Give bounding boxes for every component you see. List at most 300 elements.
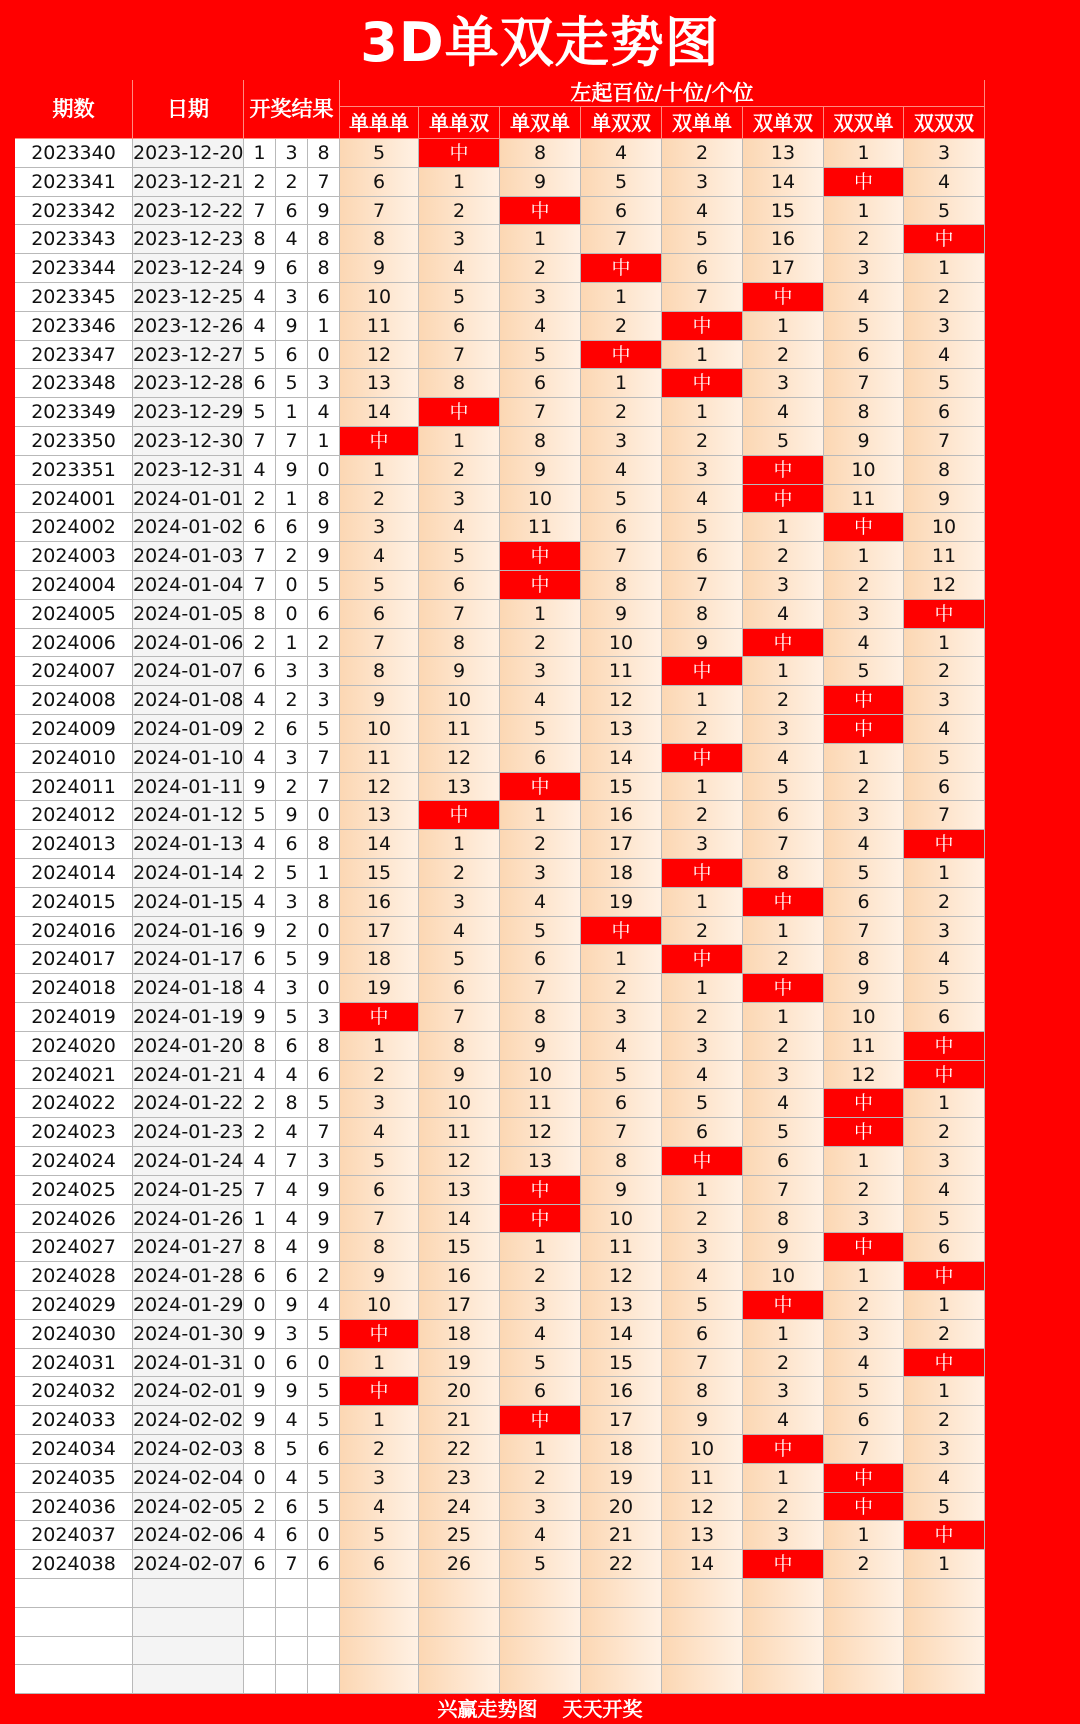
date-cell: 2024-01-06 bbox=[133, 629, 244, 658]
result-digit-cell: 5 bbox=[308, 1493, 340, 1522]
result-digit-cell: 6 bbox=[276, 1349, 308, 1378]
hit-marker-cell: 中 bbox=[500, 197, 581, 226]
omission-count-cell: 6 bbox=[340, 1550, 419, 1579]
omission-count-cell: 4 bbox=[419, 917, 500, 946]
omission-count-cell: 3 bbox=[904, 1435, 985, 1464]
omission-count-cell: 17 bbox=[581, 1406, 662, 1435]
hit-marker-cell: 中 bbox=[662, 1147, 743, 1176]
omission-count-cell bbox=[419, 1579, 500, 1608]
omission-count-cell: 1 bbox=[500, 600, 581, 629]
result-digit-cell: 8 bbox=[308, 888, 340, 917]
result-digit-cell: 9 bbox=[308, 1205, 340, 1234]
result-digit-cell: 9 bbox=[244, 1003, 276, 1032]
date-cell: 2023-12-25 bbox=[133, 283, 244, 312]
omission-count-cell: 11 bbox=[824, 485, 904, 514]
omission-count-cell: 1 bbox=[743, 917, 824, 946]
omission-count-cell: 4 bbox=[904, 341, 985, 370]
omission-count-cell: 1 bbox=[500, 1233, 581, 1262]
omission-count-cell: 3 bbox=[662, 1032, 743, 1061]
omission-count-cell: 1 bbox=[662, 974, 743, 1003]
omission-count-cell: 16 bbox=[581, 1377, 662, 1406]
result-digit-cell: 4 bbox=[244, 1061, 276, 1090]
result-digit-cell: 4 bbox=[276, 1176, 308, 1205]
period-cell: 2024015 bbox=[15, 888, 133, 917]
hit-marker-cell: 中 bbox=[743, 888, 824, 917]
omission-count-cell: 15 bbox=[419, 1233, 500, 1262]
date-cell: 2024-01-23 bbox=[133, 1118, 244, 1147]
result-digit-cell: 6 bbox=[276, 1262, 308, 1291]
date-cell: 2024-02-04 bbox=[133, 1464, 244, 1493]
result-digit-cell: 4 bbox=[276, 1233, 308, 1262]
result-digit-cell: 3 bbox=[308, 657, 340, 686]
omission-count-cell: 5 bbox=[340, 139, 419, 168]
period-cell: 2023350 bbox=[15, 427, 133, 456]
result-digit-cell: 8 bbox=[308, 139, 340, 168]
omission-count-cell: 2 bbox=[340, 1435, 419, 1464]
result-digit-cell: 7 bbox=[244, 571, 276, 600]
omission-count-cell: 6 bbox=[419, 974, 500, 1003]
hit-marker-cell: 中 bbox=[904, 830, 985, 859]
result-digit-cell: 9 bbox=[244, 1320, 276, 1349]
omission-count-cell: 13 bbox=[500, 1147, 581, 1176]
omission-count-cell: 13 bbox=[581, 1291, 662, 1320]
result-digit-cell bbox=[244, 1665, 276, 1694]
result-digit-cell: 4 bbox=[244, 1147, 276, 1176]
result-digit-cell: 3 bbox=[276, 139, 308, 168]
omission-count-cell: 9 bbox=[340, 686, 419, 715]
result-digit-cell: 9 bbox=[308, 542, 340, 571]
result-digit-cell: 0 bbox=[244, 1464, 276, 1493]
result-digit-cell: 7 bbox=[308, 773, 340, 802]
period-cell: 2024014 bbox=[15, 859, 133, 888]
omission-count-cell: 9 bbox=[824, 427, 904, 456]
result-digit-cell: 3 bbox=[276, 974, 308, 1003]
omission-count-cell: 19 bbox=[340, 974, 419, 1003]
result-digit-cell: 4 bbox=[276, 1406, 308, 1435]
omission-count-cell: 3 bbox=[904, 139, 985, 168]
omission-count-cell: 8 bbox=[419, 369, 500, 398]
result-digit-cell: 6 bbox=[244, 945, 276, 974]
omission-count-cell: 3 bbox=[419, 225, 500, 254]
result-digit-cell: 6 bbox=[276, 1493, 308, 1522]
result-digit-cell: 1 bbox=[308, 859, 340, 888]
period-cell: 2024032 bbox=[15, 1377, 133, 1406]
omission-count-cell: 1 bbox=[500, 1435, 581, 1464]
omission-count-cell: 3 bbox=[824, 801, 904, 830]
omission-count-cell: 7 bbox=[500, 974, 581, 1003]
omission-count-cell: 5 bbox=[904, 744, 985, 773]
result-digit-cell: 3 bbox=[276, 1320, 308, 1349]
omission-count-cell: 8 bbox=[500, 1003, 581, 1032]
omission-count-cell: 1 bbox=[743, 1464, 824, 1493]
omission-count-cell: 15 bbox=[743, 197, 824, 226]
period-cell: 2024006 bbox=[15, 629, 133, 658]
hit-marker-cell: 中 bbox=[824, 168, 904, 197]
hit-marker-cell: 中 bbox=[904, 1349, 985, 1378]
result-digit-cell: 7 bbox=[276, 1550, 308, 1579]
omission-count-cell: 15 bbox=[340, 859, 419, 888]
omission-count-cell: 3 bbox=[581, 427, 662, 456]
header-position-group: 左起百位/十位/个位 bbox=[340, 80, 985, 107]
result-digit-cell: 6 bbox=[244, 657, 276, 686]
omission-count-cell: 6 bbox=[904, 1233, 985, 1262]
omission-count-cell: 2 bbox=[581, 398, 662, 427]
period-cell: 2024018 bbox=[15, 974, 133, 1003]
result-digit-cell: 1 bbox=[276, 629, 308, 658]
date-cell: 2024-01-13 bbox=[133, 830, 244, 859]
omission-count-cell: 3 bbox=[743, 1061, 824, 1090]
result-digit-cell: 9 bbox=[244, 917, 276, 946]
omission-count-cell: 1 bbox=[824, 744, 904, 773]
date-cell: 2024-01-25 bbox=[133, 1176, 244, 1205]
result-digit-cell: 9 bbox=[308, 945, 340, 974]
date-cell: 2024-01-27 bbox=[133, 1233, 244, 1262]
period-cell: 2024038 bbox=[15, 1550, 133, 1579]
hit-marker-cell: 中 bbox=[824, 1233, 904, 1262]
omission-count-cell: 10 bbox=[904, 513, 985, 542]
omission-count-cell: 7 bbox=[743, 1176, 824, 1205]
date-cell: 2023-12-24 bbox=[133, 254, 244, 283]
hit-marker-cell: 中 bbox=[500, 1176, 581, 1205]
omission-count-cell: 4 bbox=[500, 1320, 581, 1349]
omission-count-cell: 1 bbox=[419, 830, 500, 859]
result-digit-cell: 5 bbox=[308, 1089, 340, 1118]
omission-count-cell: 1 bbox=[581, 283, 662, 312]
period-cell: 2024010 bbox=[15, 744, 133, 773]
omission-count-cell: 2 bbox=[743, 1349, 824, 1378]
period-cell: 2023344 bbox=[15, 254, 133, 283]
hit-marker-cell: 中 bbox=[581, 341, 662, 370]
omission-count-cell: 4 bbox=[662, 485, 743, 514]
omission-count-cell bbox=[743, 1608, 824, 1637]
hit-marker-cell: 中 bbox=[743, 1550, 824, 1579]
omission-count-cell: 3 bbox=[824, 600, 904, 629]
result-digit-cell: 2 bbox=[244, 629, 276, 658]
result-digit-cell bbox=[276, 1665, 308, 1694]
omission-count-cell: 11 bbox=[419, 715, 500, 744]
result-digit-cell: 3 bbox=[276, 283, 308, 312]
omission-count-cell bbox=[500, 1579, 581, 1608]
omission-count-cell: 8 bbox=[824, 945, 904, 974]
omission-count-cell: 10 bbox=[419, 1089, 500, 1118]
omission-count-cell bbox=[340, 1608, 419, 1637]
date-cell: 2024-02-03 bbox=[133, 1435, 244, 1464]
omission-count-cell bbox=[662, 1579, 743, 1608]
result-digit-cell: 7 bbox=[308, 744, 340, 773]
date-cell: 2023-12-29 bbox=[133, 398, 244, 427]
omission-count-cell: 2 bbox=[662, 801, 743, 830]
result-digit-cell: 2 bbox=[244, 1493, 276, 1522]
omission-count-cell: 3 bbox=[824, 254, 904, 283]
omission-count-cell bbox=[824, 1608, 904, 1637]
result-digit-cell: 6 bbox=[308, 600, 340, 629]
result-digit-cell: 4 bbox=[308, 1291, 340, 1320]
omission-count-cell: 3 bbox=[340, 1089, 419, 1118]
omission-count-cell: 19 bbox=[581, 888, 662, 917]
hit-marker-cell: 中 bbox=[662, 744, 743, 773]
omission-count-cell: 6 bbox=[824, 888, 904, 917]
omission-count-cell: 13 bbox=[419, 1176, 500, 1205]
omission-count-cell: 2 bbox=[904, 888, 985, 917]
result-digit-cell: 8 bbox=[308, 1032, 340, 1061]
date-cell: 2024-01-22 bbox=[133, 1089, 244, 1118]
omission-count-cell: 4 bbox=[824, 1349, 904, 1378]
omission-count-cell: 9 bbox=[500, 168, 581, 197]
omission-count-cell: 5 bbox=[500, 1349, 581, 1378]
result-digit-cell: 4 bbox=[244, 974, 276, 1003]
omission-count-cell: 2 bbox=[824, 773, 904, 802]
result-digit-cell: 5 bbox=[308, 1377, 340, 1406]
omission-count-cell: 6 bbox=[743, 1147, 824, 1176]
result-digit-cell: 9 bbox=[276, 801, 308, 830]
omission-count-cell: 5 bbox=[662, 513, 743, 542]
result-digit-cell: 8 bbox=[308, 485, 340, 514]
omission-count-cell: 13 bbox=[581, 715, 662, 744]
result-digit-cell: 1 bbox=[244, 1205, 276, 1234]
omission-count-cell: 9 bbox=[340, 254, 419, 283]
hit-marker-cell: 中 bbox=[500, 773, 581, 802]
omission-count-cell: 2 bbox=[500, 629, 581, 658]
result-digit-cell: 0 bbox=[276, 600, 308, 629]
omission-count-cell: 2 bbox=[419, 197, 500, 226]
omission-count-cell: 9 bbox=[662, 629, 743, 658]
omission-count-cell: 11 bbox=[500, 513, 581, 542]
date-cell: 2024-01-08 bbox=[133, 686, 244, 715]
result-digit-cell bbox=[308, 1637, 340, 1666]
omission-count-cell: 5 bbox=[904, 197, 985, 226]
omission-count-cell: 9 bbox=[824, 974, 904, 1003]
hit-marker-cell: 中 bbox=[419, 801, 500, 830]
omission-count-cell: 8 bbox=[743, 859, 824, 888]
omission-count-cell: 11 bbox=[581, 657, 662, 686]
date-cell: 2024-01-24 bbox=[133, 1147, 244, 1176]
hit-marker-cell: 中 bbox=[904, 600, 985, 629]
omission-count-cell: 1 bbox=[662, 773, 743, 802]
result-digit-cell: 7 bbox=[244, 197, 276, 226]
omission-count-cell: 20 bbox=[581, 1493, 662, 1522]
omission-count-cell: 4 bbox=[662, 197, 743, 226]
date-cell: 2024-01-10 bbox=[133, 744, 244, 773]
omission-count-cell: 13 bbox=[340, 801, 419, 830]
omission-count-cell: 1 bbox=[340, 1032, 419, 1061]
omission-count-cell: 4 bbox=[581, 1032, 662, 1061]
omission-count-cell: 12 bbox=[581, 686, 662, 715]
omission-count-cell: 5 bbox=[500, 715, 581, 744]
omission-count-cell bbox=[340, 1665, 419, 1694]
result-digit-cell: 4 bbox=[244, 744, 276, 773]
result-digit-cell: 6 bbox=[276, 341, 308, 370]
omission-count-cell: 6 bbox=[824, 1406, 904, 1435]
omission-count-cell: 8 bbox=[824, 398, 904, 427]
result-digit-cell: 6 bbox=[308, 1061, 340, 1090]
omission-count-cell: 5 bbox=[581, 168, 662, 197]
omission-count-cell: 6 bbox=[904, 773, 985, 802]
result-digit-cell: 6 bbox=[244, 1262, 276, 1291]
omission-count-cell: 1 bbox=[419, 168, 500, 197]
result-digit-cell: 8 bbox=[308, 254, 340, 283]
omission-count-cell: 5 bbox=[824, 1377, 904, 1406]
omission-count-cell: 4 bbox=[743, 1406, 824, 1435]
omission-count-cell: 10 bbox=[824, 1003, 904, 1032]
result-digit-cell: 7 bbox=[244, 1176, 276, 1205]
omission-count-cell: 16 bbox=[581, 801, 662, 830]
result-digit-cell: 8 bbox=[244, 1032, 276, 1061]
result-digit-cell: 7 bbox=[244, 542, 276, 571]
omission-count-cell bbox=[419, 1665, 500, 1694]
result-digit-cell: 8 bbox=[244, 1435, 276, 1464]
result-digit-cell: 2 bbox=[244, 1118, 276, 1147]
omission-count-cell: 5 bbox=[904, 1493, 985, 1522]
omission-count-cell: 23 bbox=[419, 1464, 500, 1493]
date-cell: 2024-01-30 bbox=[133, 1320, 244, 1349]
omission-count-cell: 4 bbox=[743, 600, 824, 629]
omission-count-cell: 2 bbox=[743, 1032, 824, 1061]
omission-count-cell: 6 bbox=[340, 600, 419, 629]
omission-count-cell: 2 bbox=[581, 974, 662, 1003]
omission-count-cell: 1 bbox=[662, 888, 743, 917]
omission-count-cell: 7 bbox=[340, 197, 419, 226]
result-digit-cell: 8 bbox=[276, 1089, 308, 1118]
omission-count-cell: 4 bbox=[581, 139, 662, 168]
omission-count-cell: 14 bbox=[581, 744, 662, 773]
result-digit-cell: 5 bbox=[308, 1464, 340, 1493]
period-cell: 2024031 bbox=[15, 1349, 133, 1378]
omission-count-cell: 4 bbox=[581, 456, 662, 485]
omission-count-cell: 6 bbox=[904, 398, 985, 427]
hit-marker-cell: 中 bbox=[662, 945, 743, 974]
omission-count-cell: 7 bbox=[419, 600, 500, 629]
result-digit-cell: 4 bbox=[244, 830, 276, 859]
omission-count-cell: 10 bbox=[340, 1291, 419, 1320]
omission-count-cell: 7 bbox=[500, 398, 581, 427]
result-digit-cell: 2 bbox=[276, 686, 308, 715]
omission-count-cell: 1 bbox=[824, 139, 904, 168]
header-period: 期数 bbox=[15, 80, 133, 139]
omission-count-cell: 7 bbox=[662, 283, 743, 312]
omission-count-cell: 2 bbox=[662, 139, 743, 168]
result-digit-cell: 1 bbox=[308, 427, 340, 456]
omission-count-cell: 5 bbox=[662, 225, 743, 254]
hit-marker-cell: 中 bbox=[581, 254, 662, 283]
result-digit-cell: 0 bbox=[244, 1349, 276, 1378]
period-cell bbox=[15, 1637, 133, 1666]
omission-count-cell: 5 bbox=[340, 571, 419, 600]
omission-count-cell bbox=[500, 1637, 581, 1666]
omission-count-cell: 3 bbox=[500, 1291, 581, 1320]
omission-count-cell: 19 bbox=[419, 1349, 500, 1378]
result-digit-cell bbox=[244, 1608, 276, 1637]
result-digit-cell: 2 bbox=[276, 917, 308, 946]
omission-count-cell: 20 bbox=[419, 1377, 500, 1406]
date-cell: 2024-02-05 bbox=[133, 1493, 244, 1522]
result-digit-cell bbox=[276, 1579, 308, 1608]
omission-count-cell: 3 bbox=[824, 1205, 904, 1234]
omission-count-cell: 9 bbox=[904, 485, 985, 514]
result-digit-cell: 7 bbox=[308, 1118, 340, 1147]
omission-count-cell: 17 bbox=[419, 1291, 500, 1320]
omission-count-cell: 10 bbox=[581, 629, 662, 658]
omission-count-cell: 10 bbox=[419, 686, 500, 715]
result-digit-cell: 3 bbox=[308, 1003, 340, 1032]
result-digit-cell bbox=[308, 1608, 340, 1637]
omission-count-cell: 3 bbox=[662, 830, 743, 859]
period-cell: 2024022 bbox=[15, 1089, 133, 1118]
result-digit-cell: 2 bbox=[308, 629, 340, 658]
result-digit-cell: 9 bbox=[308, 513, 340, 542]
result-digit-cell: 5 bbox=[244, 398, 276, 427]
omission-count-cell: 6 bbox=[824, 341, 904, 370]
omission-count-cell: 6 bbox=[662, 1320, 743, 1349]
period-cell: 2024008 bbox=[15, 686, 133, 715]
date-cell: 2024-01-28 bbox=[133, 1262, 244, 1291]
omission-count-cell: 21 bbox=[581, 1521, 662, 1550]
omission-count-cell: 5 bbox=[824, 657, 904, 686]
omission-count-cell: 2 bbox=[824, 1550, 904, 1579]
header-pattern: 双双双 bbox=[904, 107, 985, 139]
date-cell: 2024-01-05 bbox=[133, 600, 244, 629]
omission-count-cell: 4 bbox=[904, 1176, 985, 1205]
result-digit-cell: 4 bbox=[276, 1464, 308, 1493]
omission-count-cell: 7 bbox=[743, 830, 824, 859]
omission-count-cell: 8 bbox=[581, 571, 662, 600]
hit-marker-cell: 中 bbox=[904, 1521, 985, 1550]
omission-count-cell: 5 bbox=[500, 917, 581, 946]
omission-count-cell: 5 bbox=[500, 341, 581, 370]
period-cell: 2024026 bbox=[15, 1205, 133, 1234]
omission-count-cell bbox=[340, 1579, 419, 1608]
hit-marker-cell: 中 bbox=[824, 1118, 904, 1147]
omission-count-cell: 9 bbox=[340, 1262, 419, 1291]
result-digit-cell: 6 bbox=[276, 715, 308, 744]
result-digit-cell: 3 bbox=[276, 744, 308, 773]
omission-count-cell: 3 bbox=[340, 513, 419, 542]
omission-count-cell: 21 bbox=[419, 1406, 500, 1435]
result-digit-cell: 4 bbox=[276, 1118, 308, 1147]
omission-count-cell: 10 bbox=[662, 1435, 743, 1464]
omission-count-cell: 3 bbox=[904, 686, 985, 715]
result-digit-cell: 0 bbox=[308, 801, 340, 830]
omission-count-cell: 1 bbox=[419, 427, 500, 456]
omission-count-cell: 2 bbox=[662, 427, 743, 456]
period-cell: 2024025 bbox=[15, 1176, 133, 1205]
omission-count-cell: 1 bbox=[904, 1377, 985, 1406]
omission-count-cell: 17 bbox=[340, 917, 419, 946]
omission-count-cell: 4 bbox=[500, 1521, 581, 1550]
omission-count-cell: 2 bbox=[824, 1291, 904, 1320]
omission-count-cell: 9 bbox=[500, 1032, 581, 1061]
omission-count-cell: 4 bbox=[904, 945, 985, 974]
omission-count-cell: 2 bbox=[662, 917, 743, 946]
omission-count-cell: 1 bbox=[824, 197, 904, 226]
omission-count-cell bbox=[419, 1608, 500, 1637]
period-cell: 2024030 bbox=[15, 1320, 133, 1349]
date-cell: 2024-01-31 bbox=[133, 1349, 244, 1378]
omission-count-cell: 1 bbox=[500, 225, 581, 254]
omission-count-cell: 4 bbox=[340, 542, 419, 571]
result-digit-cell: 6 bbox=[276, 254, 308, 283]
result-digit-cell: 9 bbox=[276, 1377, 308, 1406]
omission-count-cell bbox=[824, 1579, 904, 1608]
result-digit-cell: 8 bbox=[244, 225, 276, 254]
period-cell: 2024019 bbox=[15, 1003, 133, 1032]
hit-marker-cell: 中 bbox=[662, 657, 743, 686]
omission-count-cell: 7 bbox=[419, 1003, 500, 1032]
omission-count-cell: 10 bbox=[500, 485, 581, 514]
result-digit-cell: 8 bbox=[244, 1233, 276, 1262]
result-digit-cell: 6 bbox=[308, 283, 340, 312]
result-digit-cell: 0 bbox=[276, 571, 308, 600]
date-cell: 2023-12-21 bbox=[133, 168, 244, 197]
